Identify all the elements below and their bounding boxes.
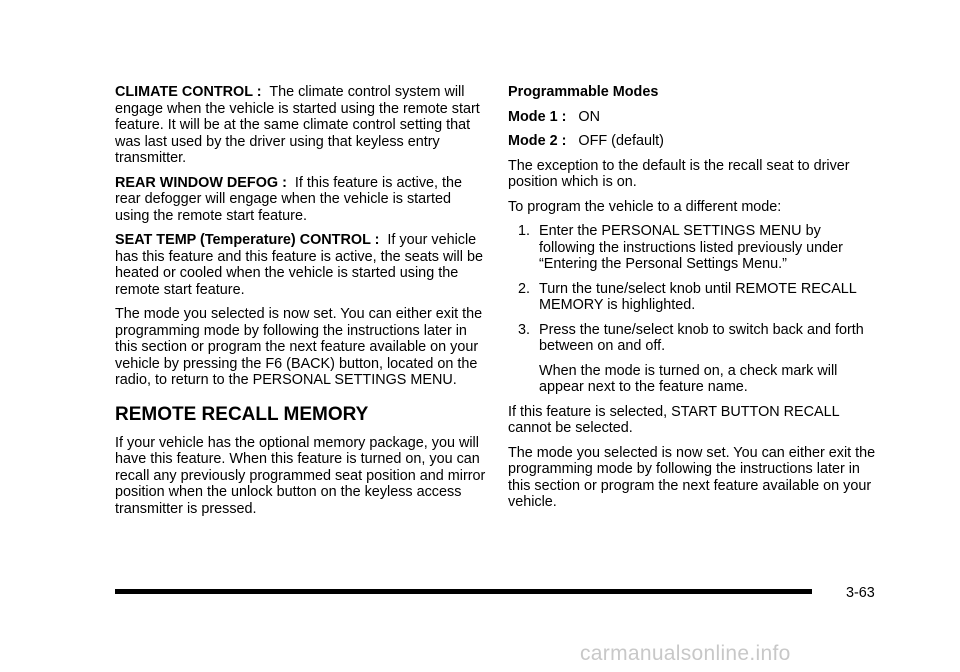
mode-1-line <box>508 109 880 126</box>
climate-control-paragraph <box>115 84 487 167</box>
watermark: carmanualsonline.info <box>580 642 791 665</box>
step-text: Enter the PERSONAL SETTINGS MENU by following the instructions listed previously under “Entering the Personal Settings Menu.” <box>539 223 843 272</box>
step-text: Turn the tune/select knob until REMOTE RECALL MEMORY is highlighted. <box>539 280 857 313</box>
left-column <box>115 84 487 525</box>
step-number: 3. <box>518 321 531 338</box>
rear-window-defog-term: REAR WINDOW DEFOG : <box>115 174 287 191</box>
remote-recall-intro-paragraph: If your vehicle has the optional memory package, you will have this feature. When this feature is turned on, you can recall any previously programmed seat position and mirror position when the unlock button on the keyless access transmitter is pressed. <box>115 434 486 517</box>
mode-set-paragraph-right: The mode you selected is now set. You can either exit the programming mode by following the instructions later in this section or program the next feature available on your vehicle. <box>508 444 876 510</box>
section-heading: REMOTE RECALL MEMORY <box>115 403 369 425</box>
mode-set-paragraph: The mode you selected is now set. You can either exit the programming mode by following the instructions later in this section or program the next feature available on your vehicle by pressing the F6 (BACK) button, located on the radio, to return to the PERSONAL SETTINGS MENU. <box>115 306 483 388</box>
mode-1-term: Mode 1 : <box>508 108 567 125</box>
rear-window-defog-paragraph <box>115 175 487 225</box>
mode-2-term: Mode 2 : <box>508 133 567 149</box>
mode-1-value: ON <box>578 108 600 125</box>
programmable-modes-subheading: Programmable Modes <box>508 84 659 100</box>
list-item <box>508 223 880 273</box>
start-button-recall-paragraph: If this feature is selected, START BUTTON RECALL cannot be selected. <box>508 403 840 436</box>
climate-control-text: The climate control system will engage when the vehicle is started using the remote start feature. It will be at the same climate control setting that was last used by the driver using that keyless entry transmitter. <box>115 84 480 166</box>
right-column <box>508 84 880 519</box>
step-note: When the mode is turned on, a check mark will appear next to the feature name. <box>539 362 838 395</box>
step-number: 1. <box>518 223 531 239</box>
step-number: 2. <box>518 280 531 297</box>
mode-2-line <box>508 133 880 150</box>
program-intro-paragraph: To program the vehicle to a different mode: <box>508 198 782 215</box>
seat-temp-term: SEAT TEMP (Temperature) CONTROL : <box>115 232 380 248</box>
list-item <box>508 322 880 355</box>
seat-temp-text: If your vehicle has this feature and this feature is active, the seats will be heated or cooled when the vehicle is started using the remote start feature. <box>115 232 483 298</box>
exception-paragraph: The exception to the default is the recall seat to driver position which is on. <box>508 157 850 190</box>
mode-2-value: OFF (default) <box>578 133 664 149</box>
steps-list <box>508 223 880 396</box>
list-item <box>508 281 880 314</box>
footer-rule <box>115 589 812 594</box>
seat-temp-paragraph <box>115 232 487 298</box>
climate-control-term: CLIMATE CONTROL : <box>115 84 262 100</box>
page-number: 3-63 <box>846 585 875 601</box>
rear-window-defog-text: If this feature is active, the rear defogger will engage when the vehicle is started using the remote start feature. <box>115 174 463 224</box>
step-text: Press the tune/select knob to switch back and forth between on and off. <box>539 321 864 354</box>
